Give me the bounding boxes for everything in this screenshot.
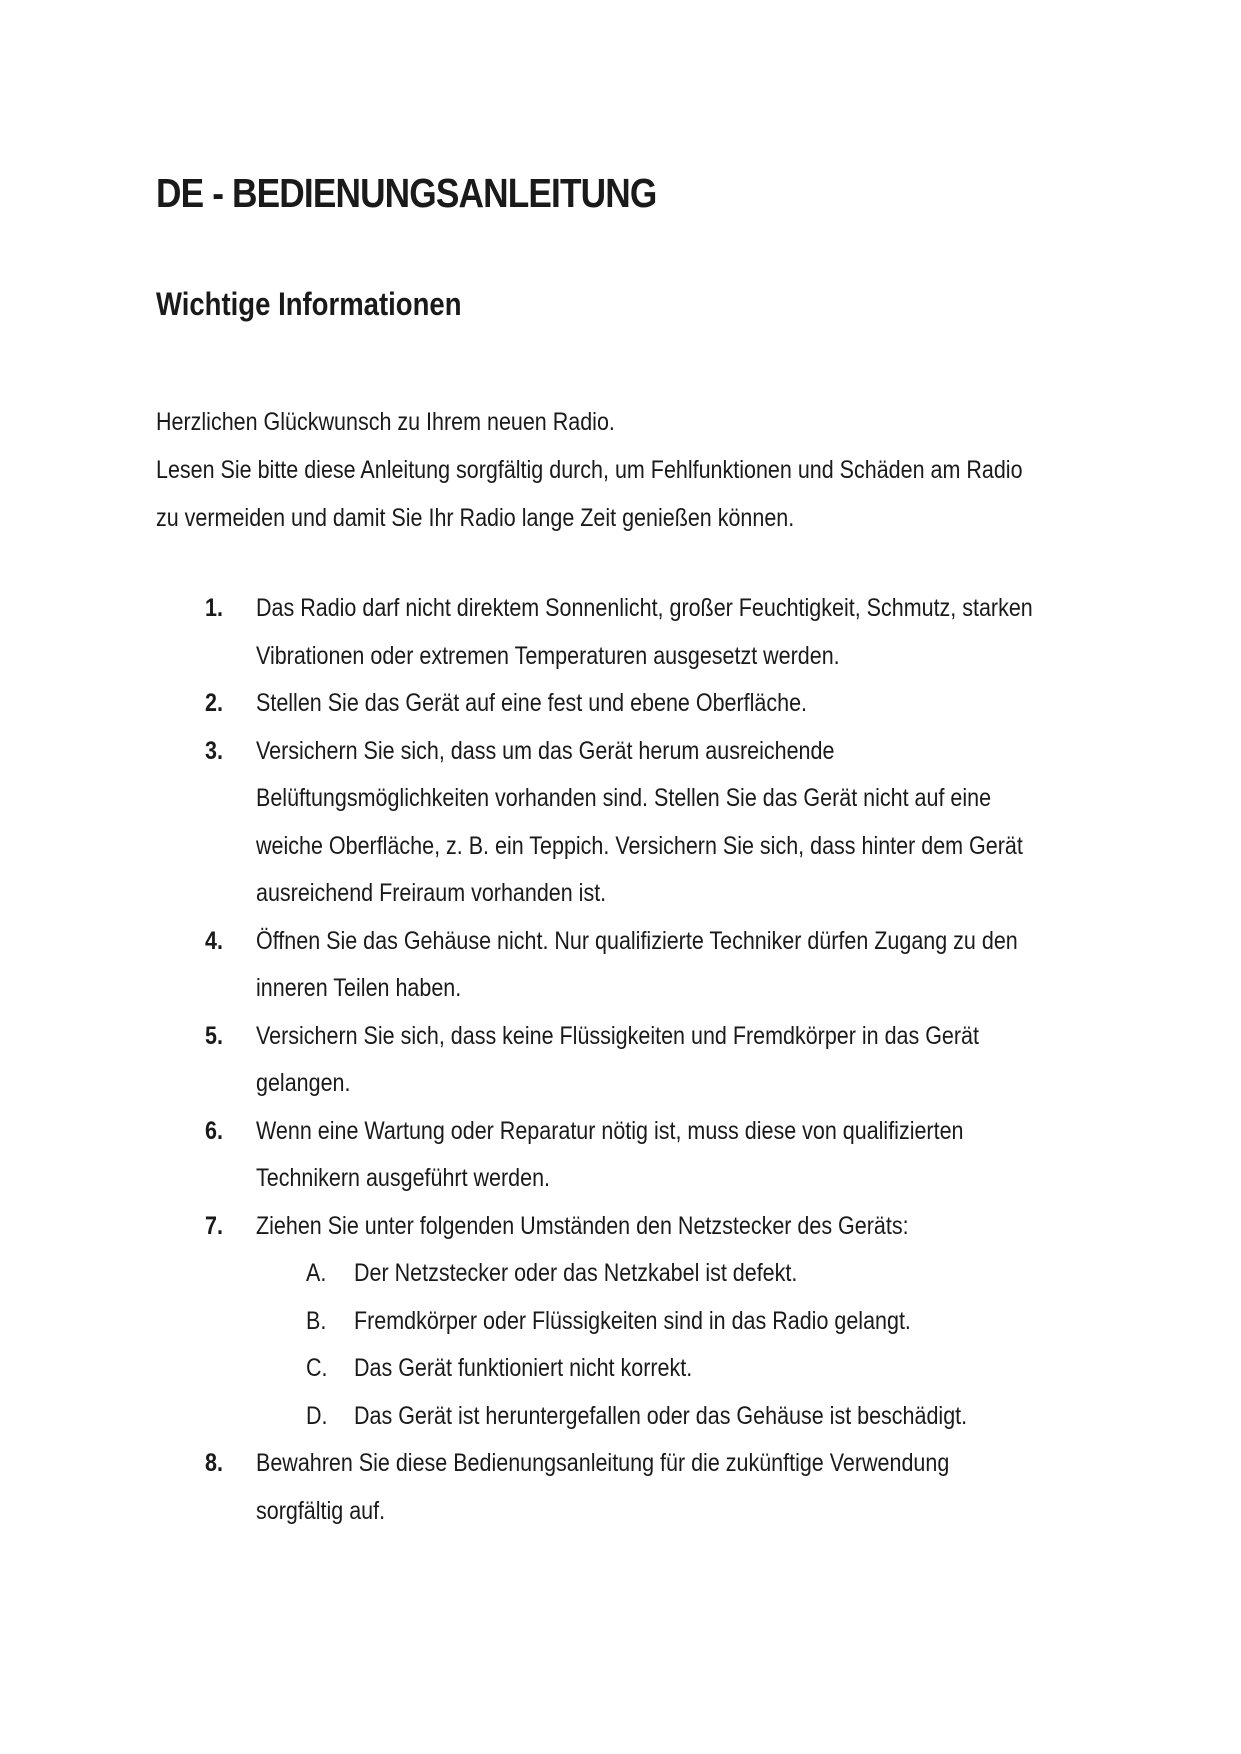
list-item-text <box>256 728 1148 918</box>
sub-list-item <box>306 1345 1105 1393</box>
list-item-number: 1. <box>205 594 223 622</box>
sub-list-letter: D. <box>306 1401 328 1430</box>
intro-line: zu vermeiden und damit Sie Ihr Radio lange Zeit genießen können. <box>156 504 795 532</box>
list-item-text <box>256 918 1142 1013</box>
list-item-line: Versichern Sie sich, dass keine Flüssigkeiten und Fremdkörper in das Gerät <box>256 1021 979 1050</box>
intro-paragraph <box>156 398 1156 542</box>
list-item-line: Versichern Sie sich, dass um das Gerät herum ausreichende <box>256 736 835 765</box>
list-item-line: Ziehen Sie unter folgenden Umständen den Netzstecker des Geräts: <box>256 1211 909 1240</box>
list-item-number: 3. <box>205 736 223 765</box>
document-title: DE - BEDIENUNGSANLEITUNG <box>156 170 657 216</box>
list-item-text <box>256 1013 1105 1108</box>
list-item-line: Wenn eine Wartung oder Reparatur nötig ist, muss diese von qualifizierten <box>256 1116 964 1145</box>
list-item-text <box>256 1440 1105 1535</box>
list-item-line: weiche Oberfläche, z. B. ein Teppich. Versichern Sie sich, dass hinter dem Gerät <box>256 831 1023 860</box>
list-item-line: Stellen Sie das Gerät auf eine fest und ebene Oberfläche. <box>256 689 808 717</box>
list-item <box>205 585 1105 680</box>
sub-list-text: Fremdkörper oder Flüssigkeiten sind in das Radio gelangt. <box>354 1306 911 1335</box>
list-item-text <box>256 1108 1105 1203</box>
list-item-number: 2. <box>205 689 223 717</box>
list-item <box>205 1013 1105 1108</box>
list-item-line: gelangen. <box>256 1069 351 1097</box>
list-item-line: Das Radio darf nicht direktem Sonnenlicht, großer Feuchtigkeit, Schmutz, starken <box>256 594 1033 622</box>
section-title: Wichtige Informationen <box>156 286 462 322</box>
sub-list-text: Das Gerät funktioniert nicht korrekt. <box>354 1354 693 1382</box>
sub-list-text: Das Gerät ist heruntergefallen oder das Gehäuse ist beschädigt. <box>354 1401 968 1430</box>
list-item <box>205 918 1105 1013</box>
safety-instructions-list <box>205 585 1105 1535</box>
sub-list-letter: B. <box>306 1306 327 1335</box>
list-item-text <box>256 680 1105 728</box>
sub-list-item <box>306 1298 1105 1346</box>
list-item-line: ausreichend Freiraum vorhanden ist. <box>256 879 607 907</box>
list-item-line: Belüftungsmöglichkeiten vorhanden sind. Stellen Sie das Gerät nicht auf eine <box>256 784 992 812</box>
list-item-number: 4. <box>205 926 223 955</box>
sub-list-letter: C. <box>306 1354 328 1382</box>
list-item-text <box>256 585 1159 680</box>
list-item-number: 5. <box>205 1021 223 1050</box>
list-item <box>205 1203 1105 1441</box>
list-item-line: inneren Teilen haben. <box>256 974 462 1002</box>
list-item-line: Öffnen Sie das Gehäuse nicht. Nur qualifizierte Techniker dürfen Zugang zu den <box>256 926 1018 955</box>
list-item-line: sorgfältig auf. <box>256 1496 386 1525</box>
list-item <box>205 728 1105 918</box>
list-item <box>205 1440 1105 1535</box>
intro-line: Lesen Sie bitte diese Anleitung sorgfältig durch, um Fehlfunktionen und Schäden am Radio <box>156 456 1023 484</box>
intro-line: Herzlichen Glückwunsch zu Ihrem neuen Radio. <box>156 408 615 436</box>
list-item-line: Technikern ausgeführt werden. <box>256 1164 551 1192</box>
list-item-line: Vibrationen oder extremen Temperaturen ausgesetzt werden. <box>256 641 840 670</box>
list-item-number: 6. <box>205 1116 223 1145</box>
list-item-line: Bewahren Sie diese Bedienungsanleitung für die zukünftige Verwendung <box>256 1449 950 1477</box>
list-item-text <box>256 1203 1105 1441</box>
list-item <box>205 1108 1105 1203</box>
sub-list <box>256 1250 1105 1440</box>
sub-list-text: Der Netzstecker oder das Netzkabel ist defekt. <box>354 1259 798 1287</box>
sub-list-item <box>306 1250 1105 1298</box>
sub-list-item <box>306 1393 1105 1441</box>
list-item <box>205 680 1105 728</box>
list-item-number: 7. <box>205 1211 223 1240</box>
sub-list-letter: A. <box>306 1259 327 1287</box>
list-item-number: 8. <box>205 1449 223 1477</box>
